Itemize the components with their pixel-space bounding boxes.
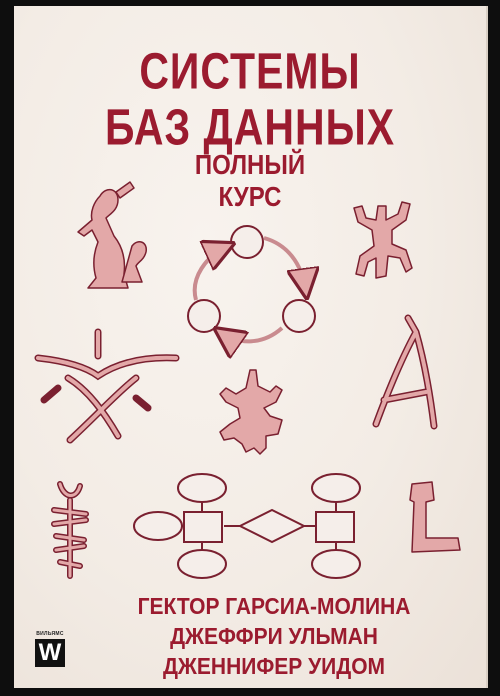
cover-artwork bbox=[14, 6, 486, 688]
lizard-icon bbox=[220, 370, 282, 454]
flute-player-icon bbox=[78, 182, 146, 288]
er-diagram-icon bbox=[134, 474, 360, 578]
subtitle-line-2: КУРС bbox=[218, 182, 282, 214]
triangle-figure-icon bbox=[376, 318, 434, 426]
subtitle-line-1: ПОЛНЫЙ bbox=[194, 150, 306, 182]
cycle-diagram-icon bbox=[188, 226, 315, 341]
title-line-2: БАЗ ДАННЫХ bbox=[104, 98, 396, 156]
book-cover bbox=[14, 6, 488, 688]
author-3: ДЖЕННИФЕР УИДОМ bbox=[162, 654, 386, 680]
publisher-logo bbox=[34, 631, 66, 669]
l-shape-icon bbox=[410, 482, 460, 552]
publisher-name: ВИЛЬЯМС bbox=[36, 631, 64, 637]
author-1: ГЕКТОР ГАРСИА-МОЛИНА bbox=[137, 594, 411, 620]
archer-figure-icon bbox=[38, 332, 176, 440]
fish-skeleton-icon bbox=[54, 484, 86, 576]
title-line-1: СИСТЕМЫ bbox=[139, 42, 361, 100]
publisher-mark: W bbox=[35, 639, 65, 667]
author-2: ДЖЕФФРИ УЛЬМАН bbox=[170, 624, 378, 650]
dancer-icon bbox=[354, 202, 412, 278]
